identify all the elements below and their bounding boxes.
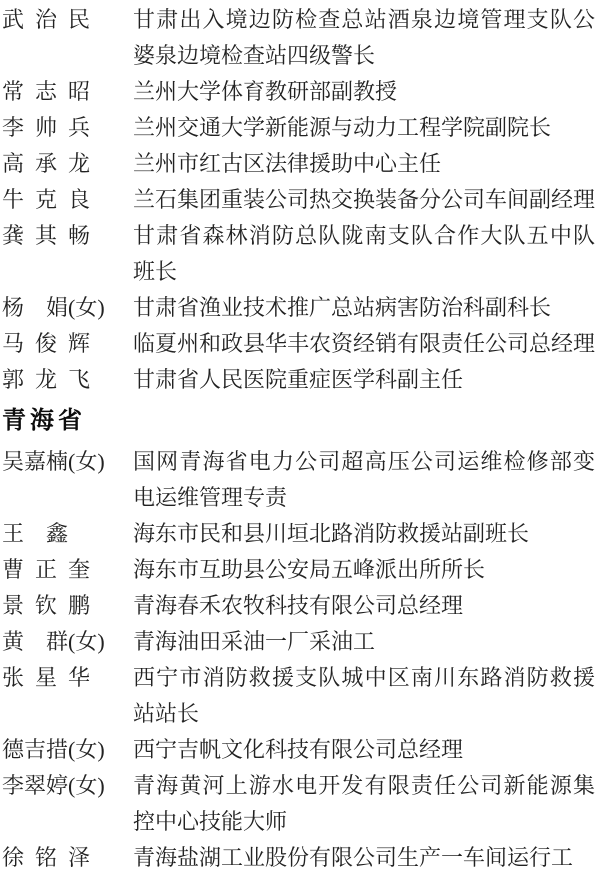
roster-entry [2, 362, 600, 398]
roster-entry [2, 660, 600, 732]
roster [2, 2, 600, 876]
person-title [133, 624, 595, 660]
person-name: 徐铭泽 [2, 845, 102, 870]
roster-entry [2, 326, 600, 362]
person-title [133, 74, 595, 110]
person-name: 曹正奎 [2, 557, 102, 582]
person-title [133, 660, 595, 732]
person-title-line: 青海盐湖工业股份有限公司生产一车间运行工 [133, 845, 574, 870]
person-name: 李帅兵 [2, 115, 102, 140]
person-title [133, 840, 595, 876]
person-name: 张星华 [2, 665, 102, 690]
person-title-line: 兰州交通大学新能源与动力工程学院副院长 [133, 115, 552, 140]
person-title [133, 110, 595, 146]
section-entries [2, 2, 600, 398]
person-title-line: 甘肃省人民医院重症医学科副主任 [133, 367, 464, 392]
person-name: 李翠婷(女) [2, 773, 105, 798]
person-title [133, 2, 595, 74]
person-title [133, 732, 595, 768]
person-title [133, 516, 595, 552]
person-name: 武治民 [2, 7, 102, 32]
roster-entry [2, 146, 600, 182]
person-name: 德吉措(女) [2, 737, 105, 762]
roster-entry [2, 624, 600, 660]
person-title-line: 青海春禾农牧科技有限公司总经理 [133, 593, 464, 618]
person-title [133, 290, 595, 326]
person-title [133, 326, 595, 362]
person-name: 高承龙 [2, 151, 102, 176]
person-title-line: 青海黄河上游水电开发有限责任公司新能源集 [133, 773, 595, 798]
person-title-line: 甘肃省森林消防总队陇南支队合作大队五中队 [133, 223, 595, 248]
roster-entry [2, 290, 600, 326]
province-section [2, 2, 600, 398]
person-name: 王 鑫 [2, 521, 69, 546]
person-title [133, 146, 595, 182]
person-title [133, 218, 595, 290]
section-entries [2, 444, 600, 876]
person-name: 常志昭 [2, 79, 102, 104]
roster-entry [2, 552, 600, 588]
person-title-line: 兰石集团重装公司热交换装备分公司车间副经理 [133, 187, 596, 212]
roster-entry [2, 588, 600, 624]
person-title [133, 362, 595, 398]
person-title [133, 552, 595, 588]
roster-entry [2, 110, 600, 146]
person-title [133, 588, 595, 624]
person-name: 景钦鹏 [2, 593, 102, 618]
roster-entry [2, 74, 600, 110]
person-title-line: 班长 [133, 259, 178, 284]
person-name: 马俊辉 [2, 331, 102, 356]
person-name: 牛克良 [2, 187, 102, 212]
roster-entry [2, 444, 600, 516]
person-title-line: 婆泉边境检查站四级警长 [133, 43, 376, 68]
person-title [133, 444, 595, 516]
person-title [133, 182, 595, 218]
person-title-line: 西宁市消防救援支队城中区南川东路消防救援 [133, 665, 595, 690]
province-section [2, 403, 600, 876]
person-title-line: 临夏州和政县华丰农资经销有限责任公司总经理 [133, 331, 596, 356]
roster-entry [2, 218, 600, 290]
person-title-line: 国网青海省电力公司超高压公司运维检修部变 [133, 449, 595, 474]
person-name: 龚其畅 [2, 223, 102, 248]
person-name: 黄 群(女) [2, 629, 105, 654]
roster-entry [2, 516, 600, 552]
province-header: 青海省 [2, 407, 86, 434]
person-title-line: 控中心技能大师 [133, 809, 288, 834]
person-title-line: 甘肃省渔业技术推广总站病害防治科副科长 [133, 295, 552, 320]
roster-entry [2, 840, 600, 876]
roster-entry [2, 768, 600, 840]
person-title-line: 青海油田采油一厂采油工 [133, 629, 376, 654]
person-title-line: 西宁吉帆文化科技有限公司总经理 [133, 737, 464, 762]
person-title-line: 电运维管理专责 [133, 485, 288, 510]
person-name: 吴嘉楠(女) [2, 449, 105, 474]
roster-entry [2, 182, 600, 218]
person-title-line: 兰州市红古区法律援助中心主任 [133, 151, 442, 176]
roster-entry [2, 732, 600, 768]
person-title [133, 768, 595, 840]
person-title-line: 海东市互助县公安局五峰派出所所长 [133, 557, 486, 582]
person-title-line: 海东市民和县川垣北路消防救援站副班长 [133, 521, 530, 546]
person-title-line: 甘肃出入境边防检查总站酒泉边境管理支队公 [133, 7, 595, 32]
person-title-line: 站站长 [133, 701, 200, 726]
person-name: 郭龙飞 [2, 367, 102, 392]
person-name: 杨 娟(女) [2, 295, 105, 320]
person-title-line: 兰州大学体育教研部副教授 [133, 79, 398, 104]
roster-entry [2, 2, 600, 74]
